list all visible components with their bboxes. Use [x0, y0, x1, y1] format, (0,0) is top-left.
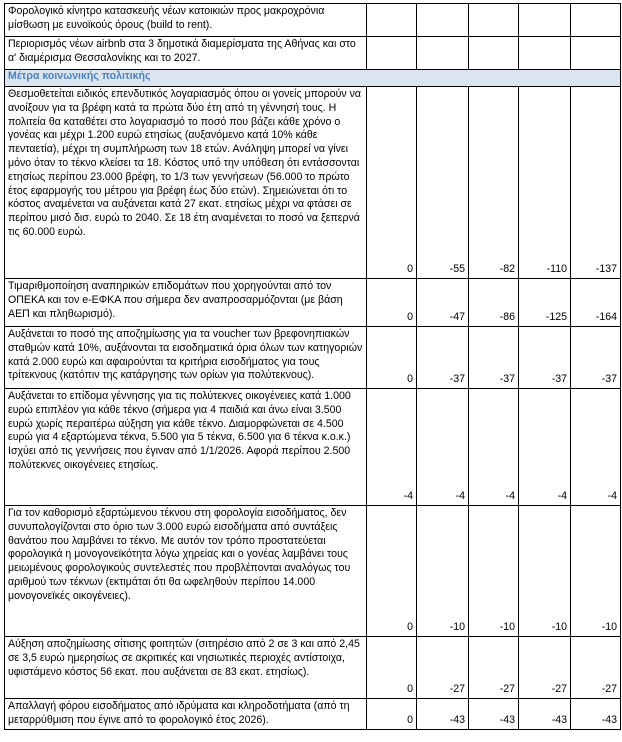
fiscal-impact-value: -37: [469, 327, 519, 389]
fiscal-impact-value: [571, 37, 621, 70]
fiscal-impact-value: -43: [469, 699, 519, 730]
fiscal-impact-value: -47: [417, 279, 469, 327]
fiscal-impact-value: 0: [367, 279, 417, 327]
fiscal-impact-value: -164: [571, 279, 621, 327]
fiscal-impact-value: -43: [417, 699, 469, 730]
fiscal-impact-value: 0: [367, 327, 417, 389]
table-row: [5, 637, 621, 699]
measure-description: Τιμαριθμοποίηση αναπηρικών επιδομάτων που χορηγούνται από τον ΟΠΕΚΑ και τον e-ΕΦΚΑ που σήμερα δεν αναπροσαρμόζονται (με βάση ΑΕΠ και πληθωρισμό).: [5, 279, 367, 327]
fiscal-impact-value: -10: [469, 506, 519, 637]
table-row: [5, 699, 621, 730]
table-row: [5, 4, 621, 37]
fiscal-impact-value: -4: [519, 389, 571, 506]
fiscal-impact-value: -4: [417, 389, 469, 506]
fiscal-impact-value: -10: [417, 506, 469, 637]
measure-description: Απαλλαγή φόρου εισοδήματος από ιδρύματα και κληροδοτήματα (από τη μεταρρύθμιση που έγινε από το φορολογικό έτος 2026).: [5, 699, 367, 730]
measure-description: Φορολογικό κίνητρο κατασκευής νέων κατοικιών προς μακροχρόνια μίσθωση με ευνοϊκούς όρους (build to rent).: [5, 4, 367, 37]
table-row: [5, 37, 621, 70]
measure-description: Για τον καθορισμό εξαρτώμενου τέκνου στη φορολογία εισοδήματος, δεν συνυπολογίζονται στο όριο των 3.000 ευρώ εισοδήματα από συντάξεις θανάτου που λαμβάνει το τέκνο. Με αυτόν τον τρόπο προστατεύεται φορολογικά η μονογονεϊκότητα λόγω χηρείας και ο γονέας λαμβάνει τους μειωμένους φορολογικούς συντελεστές που προβλέπονται αναλόγως του αριθμού των τέκνων (εκτιμάται ότι θα ωφεληθούν περίπου 14.000 μονογονεϊκές οικογένειες).: [5, 506, 367, 637]
fiscal-impact-value: [367, 37, 417, 70]
fiscal-impact-value: 0: [367, 506, 417, 637]
fiscal-impact-value: [417, 4, 469, 37]
fiscal-impact-value: -37: [519, 327, 571, 389]
fiscal-impact-value: -110: [519, 87, 571, 279]
fiscal-impact-value: 0: [367, 87, 417, 279]
table-row: [5, 279, 621, 327]
fiscal-impact-value: -125: [519, 279, 571, 327]
fiscal-impact-value: -10: [519, 506, 571, 637]
measure-description: Περιορισμός νέων airbnb στα 3 δημοτικά διαμερίσματα της Αθήνας και στο α' διαμέρισμα Θεσσαλονίκης και το 2027.: [5, 37, 367, 70]
fiscal-impact-value: -55: [417, 87, 469, 279]
measure-description: Αυξάνεται το επίδομα γέννησης για τις πολύτεκνες οικογένειες κατά 1.000 ευρώ επιπλέον για κάθε τέκνο (σήμερα για 4 παιδιά και άνω είναι 3.500 ευρώ χωρίς περαιτέρω αύξηση για κάθε τέκνο. Διαμορφώνεται σε 4.500 ευρώ για 4 εξαρτώμενα τέκνα, 5.500 για 5 τέκνα, 6.500 για 6 τέκνα κ.ο.κ.) Ισχύει από τις γεννήσεις που έγιναν από 1/1/2026. Αφορά περίπου 2.500 πολύτεκνες οικογένειες ετησίως.: [5, 389, 367, 506]
table-row: [5, 389, 621, 506]
fiscal-impact-value: [417, 37, 469, 70]
fiscal-impact-value: [469, 37, 519, 70]
fiscal-impact-value: -82: [469, 87, 519, 279]
fiscal-impact-value: -4: [367, 389, 417, 506]
fiscal-impact-value: 0: [367, 637, 417, 699]
fiscal-impact-value: -43: [571, 699, 621, 730]
fiscal-impact-value: [367, 4, 417, 37]
fiscal-impact-value: -37: [571, 327, 621, 389]
fiscal-impact-value: -27: [571, 637, 621, 699]
section-header-row: [5, 70, 621, 87]
fiscal-impact-value: -86: [469, 279, 519, 327]
table-row: [5, 506, 621, 637]
fiscal-impact-value: -27: [469, 637, 519, 699]
fiscal-impact-value: [469, 4, 519, 37]
fiscal-impact-value: -4: [571, 389, 621, 506]
table-row: [5, 87, 621, 279]
section-title: Μέτρα κοινωνικής πολιτικής: [5, 70, 621, 87]
fiscal-impact-value: -27: [519, 637, 571, 699]
measure-description: Αυξάνεται το ποσό της αποζημίωσης για τα voucher των βρεφονηπιακών σταθμών κατά 10%, αυξάνονται τα εισοδηματικά όρια όλων των κατηγοριών κατά 2.000 ευρώ και αφαιρούνται τα κριτήρια εισοδήματος για τους τρίτεκνους (κατόπιν της κατάργησης των ορίων για πολύτεκνους).: [5, 327, 367, 389]
fiscal-impact-value: -37: [417, 327, 469, 389]
table-row: [5, 327, 621, 389]
fiscal-impact-value: 0: [367, 699, 417, 730]
measures-table-body: [5, 4, 621, 730]
fiscal-impact-value: -27: [417, 637, 469, 699]
measure-description: Θεσμοθετείται ειδικός επενδυτικός λογαριασμός όπου οι γονείς μπορούν να ανοίξουν για τα βρέφη κατά τα πρώτα δύο έτη από τη γέννησή τους. Η πολιτεία θα καταθέτει στο λογαριασμό το ποσό που βάζει κάθε χρόνο ο γονέας και μέχρι 1.200 ευρώ ετησίως (αυξανόμενο κατά 10% κάθε πενταετία), μέχρι τη συμπλήρωση των 18 ετών. Ανάληψη μπορεί να γίνει μόνο όταν το τέκνο κλείσει τα 18. Κόστος υπό την υπόθεση ότι εντάσσονται ετησίως περίπου 23.000 βρέφη, το 1/3 των γεννήσεων (56.000 το πρώτο έτος εφαρμογής του μέτρου για βρέφη έως δύο ετών). Σημειώνεται ότι το κόστος αναμένεται να αυξάνεται κατά 27 εκατ. ετησίως μέχρι να φτάσει σε περίπου μισό δισ. ευρώ το 2040. Σε 18 έτη αναμένεται το ποσό να ξεπερνά τις 60.000 ευρώ.: [5, 87, 367, 279]
fiscal-impact-value: -4: [469, 389, 519, 506]
fiscal-impact-value: [519, 4, 571, 37]
fiscal-impact-value: -43: [519, 699, 571, 730]
fiscal-impact-value: -10: [571, 506, 621, 637]
fiscal-impact-value: [519, 37, 571, 70]
fiscal-impact-value: [571, 4, 621, 37]
fiscal-impact-value: -137: [571, 87, 621, 279]
measure-description: Αύξηση αποζημίωσης σίτισης φοιτητών (σιτηρέσιο από 2 σε 3 και από 2,45 σε 3,5 ευρώ ημερησίως σε ακριτικές και νησιωτικές περιοχές αντίστοιχα, υφιστάμενο κόστος 56 εκατ. που αυξάνεται σε 83 εκατ. ετησίως).: [5, 637, 367, 699]
measures-table: [4, 3, 621, 730]
